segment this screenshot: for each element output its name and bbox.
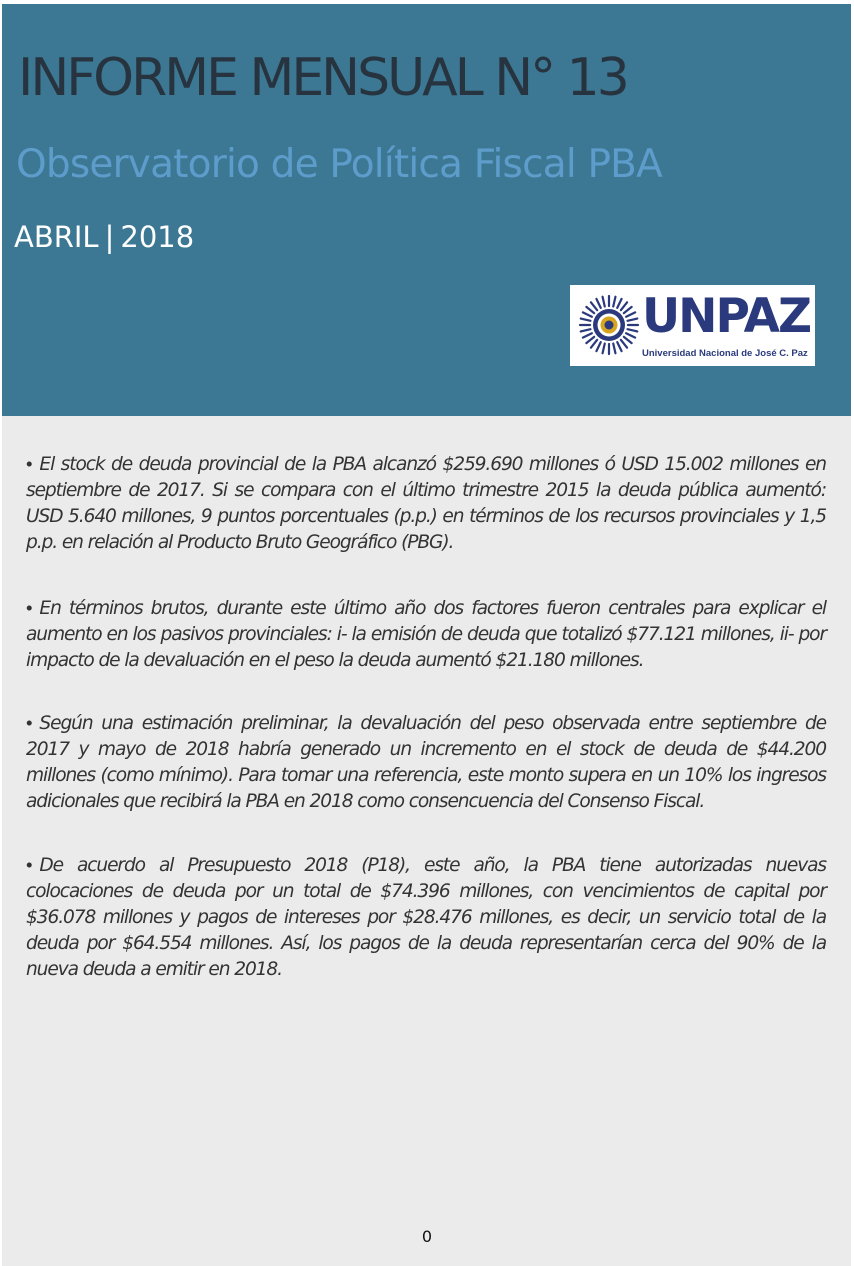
- report-subtitle: Observatorio de Política Fiscal PBA: [16, 142, 663, 187]
- bullet-paragraph: [26, 452, 826, 556]
- date-separator: |: [104, 220, 115, 254]
- logo-ray: [626, 312, 635, 316]
- logo-ray: [591, 340, 597, 348]
- unpaz-logo: [570, 285, 815, 366]
- logo-ray: [586, 337, 594, 343]
- bullet-paragraph: [26, 853, 826, 983]
- bullet-paragraph: [26, 596, 826, 674]
- bullet-text: De acuerdo al Presupuesto 2018 (P18), este año, la PBA tiene autorizadas nuevas colocaciones de deuda por un total de $74.396 millones, con vencimientos de capital por $36.078 millones y pagos de intereses por $28.476 millones, es decir, un servicio total de la deuda por $64.554 millones. Así, los pagos de la deuda representarían cerca del 90% de la nueva deuda a emitir en 2018.: [26, 855, 826, 980]
- logo-ray: [586, 307, 594, 313]
- logo-ray: [603, 344, 605, 354]
- page-number: 0: [421, 1227, 433, 1246]
- header-banner: [2, 4, 851, 416]
- sun-emblem-icon: [577, 293, 641, 357]
- logo-ray: [613, 297, 615, 307]
- bullet-icon: •: [26, 713, 32, 734]
- logo-ray: [617, 299, 621, 308]
- logo-ray: [591, 302, 597, 310]
- bullet-icon: •: [26, 454, 32, 475]
- logo-ray: [628, 319, 638, 321]
- logo-ray: [617, 342, 621, 351]
- bullet-icon: •: [26, 598, 32, 619]
- logo-ray: [596, 342, 600, 351]
- logo-ray: [621, 302, 627, 310]
- bullet-icon: •: [26, 855, 32, 876]
- logo-ray: [628, 329, 638, 331]
- logo-ray: [596, 299, 600, 308]
- logo-ray: [583, 312, 592, 316]
- bullet-paragraph: [26, 711, 826, 815]
- bullet-text: Según una estimación preliminar, la devaluación del peso observada entre septiembre de 2017 y mayo de 2018 habría generado un incremento en el stock de deuda de $44.200 millones (como mínimo). Para tomar una referencia, este monto supera en un 10% los ingresos adicionales que recibirá la PBA en 2018 como consencuencia del Consenso Fiscal.: [26, 713, 826, 812]
- report-month: ABRIL: [14, 220, 99, 254]
- report-year: 2018: [120, 220, 195, 254]
- logo-ray: [621, 340, 627, 348]
- bullet-text: El stock de deuda provincial de la PBA alcanzó $259.690 millones ó USD 15.002 millones en septiembre de 2017. Si se compara con el último trimestre 2015 la deuda pública aumentó: USD 5.640 millones, 9 puntos porcentuales (p.p.) en términos de los recursos provinciales y 1,5 p.p. en relación al Producto Bruto Geográfico (PBG).: [26, 454, 826, 553]
- logo-ray: [613, 344, 615, 354]
- logo-tagline: Universidad Nacional de José C. Paz: [642, 348, 808, 359]
- logo-ray: [603, 297, 605, 307]
- logo-ray: [583, 333, 592, 337]
- logo-wordmark: UNPAZ: [642, 289, 811, 344]
- logo-ray: [581, 319, 591, 321]
- bullet-text: En términos brutos, durante este último año dos factores fueron centrales para explicar el aumento en los pasivos provinciales: i- la emisión de deuda que totalizó $77.121 millones, ii- por impacto de la devaluación en el peso la deuda aumentó $21.180 millones.: [26, 598, 826, 671]
- report-title: INFORME MENSUAL N° 13: [18, 48, 627, 108]
- logo-ray: [626, 333, 635, 337]
- report-date: [14, 220, 194, 254]
- logo-ray: [581, 329, 591, 331]
- logo-ray: [624, 337, 632, 343]
- logo-ray: [624, 307, 632, 313]
